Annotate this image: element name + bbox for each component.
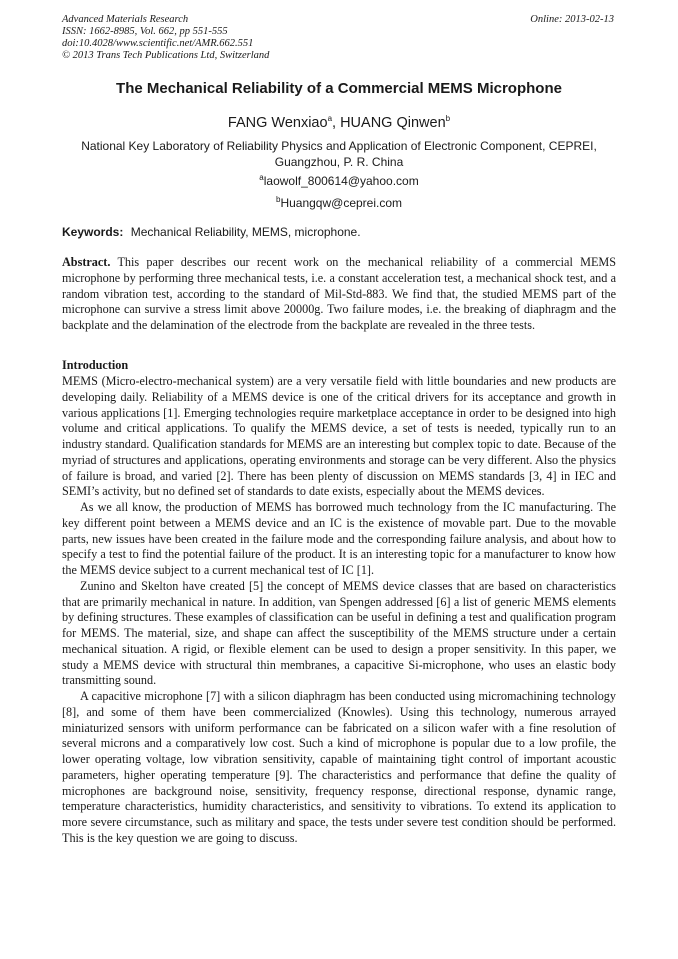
introduction-body — [62, 374, 616, 847]
online-date: Online: 2013-02-13 — [530, 14, 614, 25]
abstract-label: Abstract. — [62, 255, 111, 269]
keywords-label: Keywords: — [62, 225, 124, 239]
paragraph: MEMS (Micro-electro-mechanical system) are a very versatile field with little boundaries and new products are developing daily. Reliability of a MEMS device is one of the critical drivers for its acceptance and growth in various applications [1]. Emerging technologies require marketplace acceptance in order to be designed into high volume and critical applications. To qualify the MEMS device, a set of tests is needed, typically run to an industry standard. Qualification standards for MEMS are an interesting but complex topic to date. Because of the myriad of structures and applications, operating environments and storage can be very different. Also the physics of failure is broad, and varied [2]. There has been plenty of discussion on MEMS standards [3, 4] in IEC and SEMI’s activity, but no defined set of standards to date exists, especially about the MEMS devices. — [62, 374, 616, 499]
paragraph: As we all know, the production of MEMS has borrowed much technology from the IC manufacturing. The key different point between a MEMS device and an IC is the existence of movable part. Due to the movable parts, new issues have been created in the failure mode and the corresponding failure analysis, and about how to specify a test to find the potential failure of the product. It is an interesting topic for a manufacturer to know how the MEMS device subject to a current mechanical test of IC [1]. — [62, 500, 616, 577]
email-line — [40, 196, 638, 210]
paragraph: A capacitive microphone [7] with a silicon diaphragm has been conducted using micromachining technology [8], and some of them have been commercialized (Knowles). Using this technology, numerous arrayed miniaturized sensors with uniform performance can be fabricated on a silicon wafer with a fine resolution of several microns and a comparatively low cost. Such a kind of microphone is popular due to a low profile, the lower operating voltage, low vibration sensitivity, capable of maintaining tight control of important acoustic parameters, higher operating temperature [9]. The characteristics and performance that define the quality of microphones are background noise, sensitivity, frequency response, directional response, dynamic range, temperature characteristics, humidity characteristics, and sensitivity to vibrations. To extend its application to more severe circumstance, such as military and space, the tests under severe test condition should be performed. This is the key question we are going to discuss. — [62, 689, 616, 845]
email-address: laowolf_800614@yahoo.com — [263, 174, 419, 188]
abstract — [62, 255, 616, 334]
copyright-line: © 2013 Trans Tech Publications Ltd, Switzerland — [62, 50, 270, 61]
paragraph: Zunino and Skelton have created [5] the concept of MEMS device classes that are based on characteristics that are primarily mechanical in nature. In addition, van Spengen addressed [6] a list of generic MEMS elements by defining structures. These examples of classification can be useful in defining a test and qualification program for MEMS. The material, size, and shape can affect the susceptibility of the MEMS structure under a certain mechanical situation. A rigid, or flexible element can be used to design a proper sensitivity. In this paper, we study a MEMS device with structural thin membranes, a capacitive Si-microphone, who uses an elastic body transmitting sound. — [62, 578, 616, 688]
issn-line: ISSN: 1662-8985, Vol. 662, pp 551-555 — [62, 26, 228, 37]
journal-name: Advanced Materials Research — [62, 14, 189, 25]
keywords-text: Mechanical Reliability, MEMS, microphone. — [130, 225, 361, 239]
abstract-text: This paper describes our recent work on the mechanical reliability of a commercial MEMS microphone by performing three mechanical tests, i.e. a constant acceleration test, a mechanical shock test, and a random vibration test, according to the standard of Mil-Std-883. We find that, the studied MEMS part of the microphone can survive a stress limit above 20000g. Two failure modes, i.e. the breaking of diaphragm and the backplate and the delamination of the electrode from the backplate are revealed in the three tests. — [62, 255, 617, 332]
author-superscript: b — [445, 114, 451, 124]
journal-meta — [62, 14, 269, 62]
author-superscript: a — [327, 114, 333, 124]
author-name: FANG Wenxiao — [227, 115, 328, 131]
author-separator: , — [332, 115, 341, 131]
email-address: Huangqw@ceprei.com — [280, 196, 403, 210]
email-superscript: a — [259, 173, 264, 182]
doi-line: doi:10.4028/www.scientific.net/AMR.662.551 — [62, 38, 254, 49]
author-name: HUANG Qinwen — [340, 115, 446, 131]
section-heading: Introduction — [62, 358, 129, 372]
keywords — [62, 225, 616, 239]
email-superscript: b — [275, 195, 281, 204]
email-line — [40, 174, 638, 188]
paper-title: The Mechanical Reliability of a Commercial MEMS Microphone — [116, 80, 562, 97]
affiliation: National Key Laboratory of Reliability Physics and Application of Electronic Component, CEPREI, Guangzhou, P. R. China — [81, 139, 597, 169]
author-list — [40, 114, 638, 132]
